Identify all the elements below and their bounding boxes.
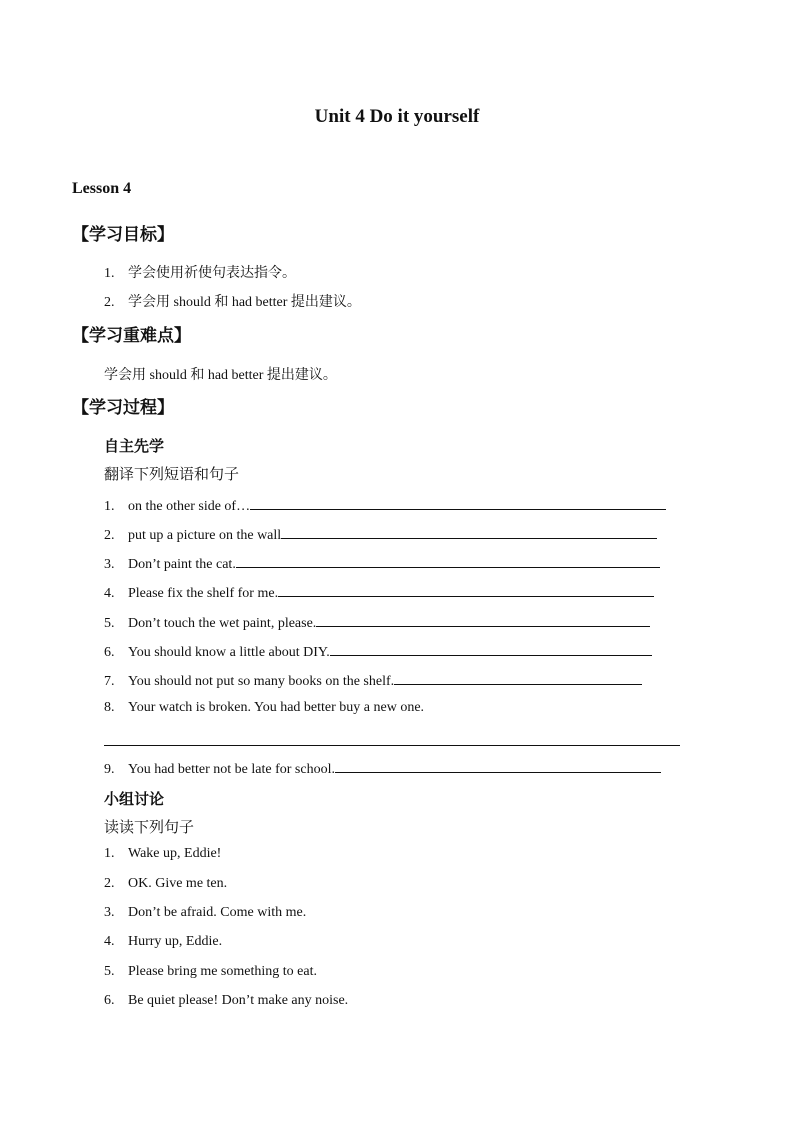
item-number: 5. [104, 616, 115, 631]
item-number: 3. [104, 905, 115, 920]
page-title: Unit 4 Do it yourself [314, 106, 480, 127]
translation-item [104, 612, 650, 632]
item-text: Don’t paint the cat. [128, 557, 236, 572]
item-text: Be quiet please! Don’t make any noise. [128, 993, 349, 1008]
item-text: Don’t be afraid. Come with me. [128, 905, 307, 920]
answer-blank[interactable] [250, 495, 666, 510]
item-text: on the other side of… [128, 499, 251, 514]
reading-item [104, 934, 222, 950]
self-study-instruction: 翻译下列短语和句子 [104, 467, 240, 483]
lesson-label: Lesson 4 [72, 180, 132, 197]
translation-item [104, 641, 652, 661]
group-discussion-instruction: 读读下列句子 [104, 820, 195, 836]
answer-blank[interactable] [335, 758, 661, 773]
answer-blank[interactable] [316, 612, 650, 627]
translation-item [104, 524, 657, 544]
item-number: 9. [104, 762, 115, 777]
answer-blank[interactable] [330, 641, 652, 656]
reading-item [104, 905, 306, 921]
item-number: 8. [104, 700, 115, 715]
objective-item [104, 291, 361, 311]
answer-line[interactable] [104, 745, 680, 746]
translation-item [104, 758, 661, 778]
translation-item [104, 700, 424, 716]
item-text: Hurry up, Eddie. [128, 934, 223, 949]
translation-item [104, 582, 654, 602]
item-number: 1. [104, 499, 115, 514]
item-text: You should not put so many books on the shelf. [128, 674, 395, 689]
item-text: You should know a little about DIY. [128, 645, 330, 660]
item-number: 3. [104, 557, 115, 572]
answer-blank[interactable] [281, 524, 657, 539]
process-heading: 【学习过程】 [72, 398, 174, 417]
item-number: 2. [104, 528, 115, 543]
item-number: 4. [104, 934, 115, 949]
item-number: 4. [104, 586, 115, 601]
translation-item [104, 495, 666, 515]
item-text: Wake up, Eddie! [128, 846, 222, 861]
item-text: put up a picture on the wall [128, 528, 282, 543]
reading-item [104, 846, 221, 862]
key-points-heading: 【学习重难点】 [72, 326, 191, 345]
item-number: 2. [104, 295, 115, 310]
objectives-heading: 【学习目标】 [72, 225, 174, 244]
objective-item [104, 262, 296, 282]
item-text: 学会使用祈使句表达指令。 [128, 266, 296, 281]
answer-blank[interactable] [236, 553, 660, 568]
translation-item [104, 553, 660, 573]
item-number: 5. [104, 964, 115, 979]
item-number: 1. [104, 266, 115, 281]
item-text: OK. Give me ten. [128, 876, 228, 891]
answer-blank[interactable] [278, 582, 654, 597]
item-number: 7. [104, 674, 115, 689]
reading-item [104, 964, 317, 980]
item-text: Your watch is broken. You had better buy a new one. [128, 700, 425, 715]
group-discussion-heading: 小组讨论 [104, 792, 165, 808]
item-text: You had better not be late for school. [128, 762, 335, 777]
answer-blank[interactable] [394, 670, 642, 685]
item-text: Please bring me something to eat. [128, 964, 317, 979]
item-number: 1. [104, 846, 115, 861]
item-number: 2. [104, 876, 115, 891]
translation-item [104, 670, 642, 690]
reading-item [104, 876, 227, 892]
item-text: Please fix the shelf for me. [128, 586, 279, 601]
item-number: 6. [104, 993, 115, 1008]
item-text: Don’t touch the wet paint, please. [128, 616, 317, 631]
reading-item [104, 993, 348, 1009]
item-text: 学会用 should 和 had better 提出建议。 [128, 295, 361, 310]
self-study-heading: 自主先学 [104, 439, 165, 455]
item-number: 6. [104, 645, 115, 660]
key-points-text: 学会用 should 和 had better 提出建议。 [104, 368, 337, 383]
